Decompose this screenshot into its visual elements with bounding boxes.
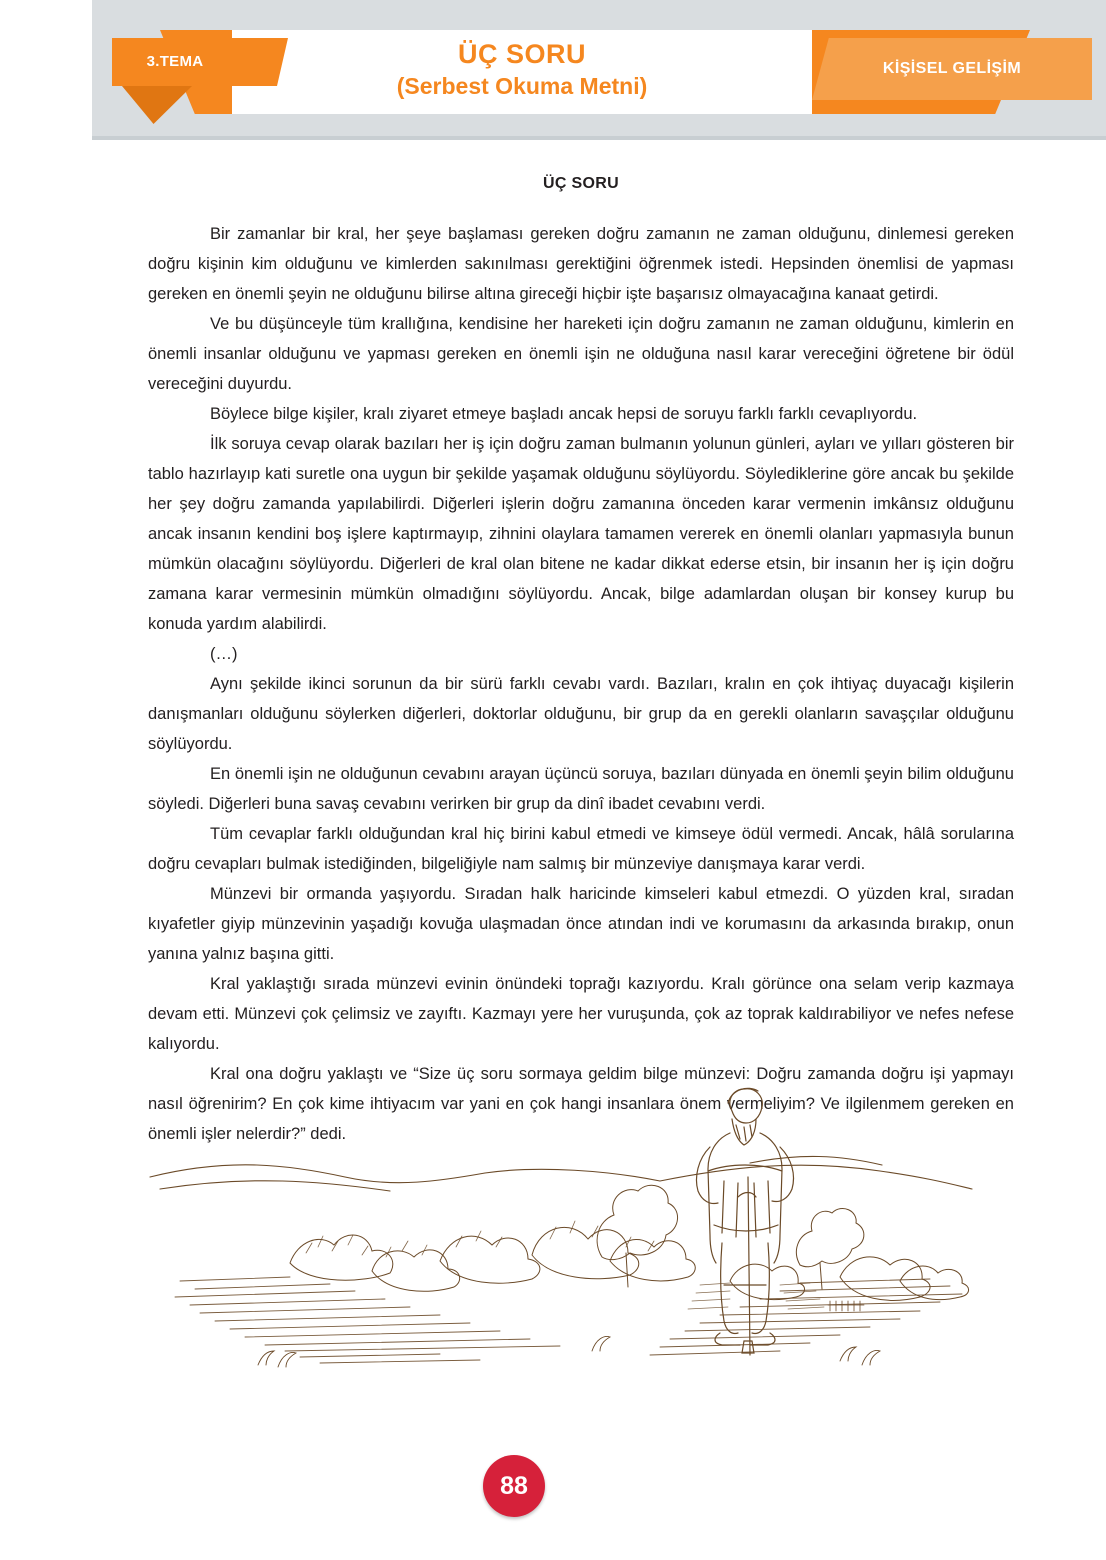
hermit-digging-landscape-illustration (140, 1085, 980, 1375)
header-title-group (232, 38, 812, 101)
paragraph: Böylece bilge kişiler, kralı ziyaret etmeye başladı ancak hepsi de soruyu farklı farklı cevaplıyordu. (210, 405, 918, 423)
paragraph: Tüm cevaplar farklı olduğundan kral hiç birini kabul etmedi ve kimseye ödül vermedi. Ancak, hâlâ sorularına doğru cevapları bulmak istediğinden, bilgeliğiyle nam salmış bir münzeviye danışmaya karar verdi. (148, 825, 1014, 873)
paragraph: Kral ona doğru yaklaştı ve “Size üç soru sormaya geldim bilge münzevi: Doğru zamanda doğru işi yapmayı nasıl öğrenirim? En çok kime ihtiyacım var yani en çok hangi insanlara önem vermeliyim? Ve ilgilenmem gereken en önemli işler nelerdir?” dedi. (148, 1065, 1014, 1143)
page-subtitle: (Serbest Okuma Metni) (396, 72, 648, 99)
theme-tab-label: 3.TEMA (146, 53, 204, 70)
paragraph: Münzevi bir ormanda yaşıyordu. Sıradan halk haricinde kimseleri kabul etmezdi. O yüzden kral, sıradan kıyafetler giyip münzevinin yaşadığı kovuğa ulaşmadan önce atından indi ve korumasını da arkasında bırakıp, onun yanına yalnız başına gitti. (148, 885, 1014, 963)
page-number-badge: 88 (483, 1455, 545, 1517)
paragraph: Kral yaklaştığı sırada münzevi evinin önündeki toprağı kazıyordu. Kralı görünce ona selam verip kazmaya devam etti. Münzevi çok çelimsiz ve zayıftı. Kazmayı yere her vuruşunda, çok az toprak kaldırabiliyor ve nefes nefese kalıyordu. (148, 975, 1014, 1053)
article-body (148, 175, 1014, 1149)
illustration-svg (140, 1085, 980, 1375)
paragraph: Aynı şekilde ikinci sorunun da bir sürü farklı cevabı vardı. Bazıları, kralın en çok ihtiyaç duyacağı kişilerin danışmanları olduğunu söylerken diğerleri, doktorlar olduğunu, bir grup da en gerekli olanların savaşçılar olduğunu söylüyordu. (148, 675, 1014, 753)
paragraph: Bir zamanlar bir kral, her şeye başlaması gereken doğru zamanın ne zaman olduğunu, dinlemesi gereken doğru kişinin kim olduğunu ve kimlerden sakınılması gerektiğini öğrenmek istedi. Hepsinden önemlisi de yapması gereken en önemli şeyin ne olduğunu bilirse altına gireceği hiçbir işte başarısız olmayacağına kanaat getirdi. (148, 225, 1014, 303)
paragraph-ellipsis: (…) (210, 645, 238, 663)
category-label: KİŞİSEL GELİŞİM (882, 60, 1022, 77)
paragraph: İlk soruya cevap olarak bazıları her iş için doğru zaman bulmanın yolunun günleri, ayları ve yılları gösteren bir tablo hazırlayıp kati suretle ona uygun bir şekilde yaşamak olduğunu söylüyordu. Söylediklerine göre ancak bu şekilde her şey doğru zamanda yapılabilirdi. Diğerleri işlerin doğru zamanına önceden karar vermenin imkânsız olduğunu ancak insanın kendini boş işlere kaptırmayıp, zihnini olaylara tamamen vererek en önemli olanları yapmasıyla bunun mümkün olacağını söylüyordu. Diğerleri de kral olan bitene ne kadar dikkat ederse etsin, bir insanın her iş için doğru zamana karar vermesinin mümkün olmadığını söylüyordu. Ancak, bilge adamlardan oluşan bir konsey kurup bu konuda yardım alabilirdi. (148, 435, 1014, 633)
paragraph: En önemli işin ne olduğunun cevabını arayan üçüncü soruya, bazıları dünyada en önemli şeyin bilim olduğunu söyledi. Diğerleri buna savaş cevabını verirken bir grup da dinî ibadet cevabını verdi. (148, 765, 1014, 813)
article-heading: ÜÇ SORU (543, 175, 619, 192)
page-title: ÜÇ SORU (457, 39, 586, 69)
page-left-margin (0, 0, 92, 1560)
paragraph: Ve bu düşünceyle tüm krallığına, kendisine her hareketi için doğru zamanın ne zaman olduğunu, kimlerin en önemli insanlar olduğunu ve yapması gereken en önemli işin ne olduğuna nasıl karar vereceğini öğretene bir ödül vereceğini duyurdu. (148, 315, 1014, 393)
